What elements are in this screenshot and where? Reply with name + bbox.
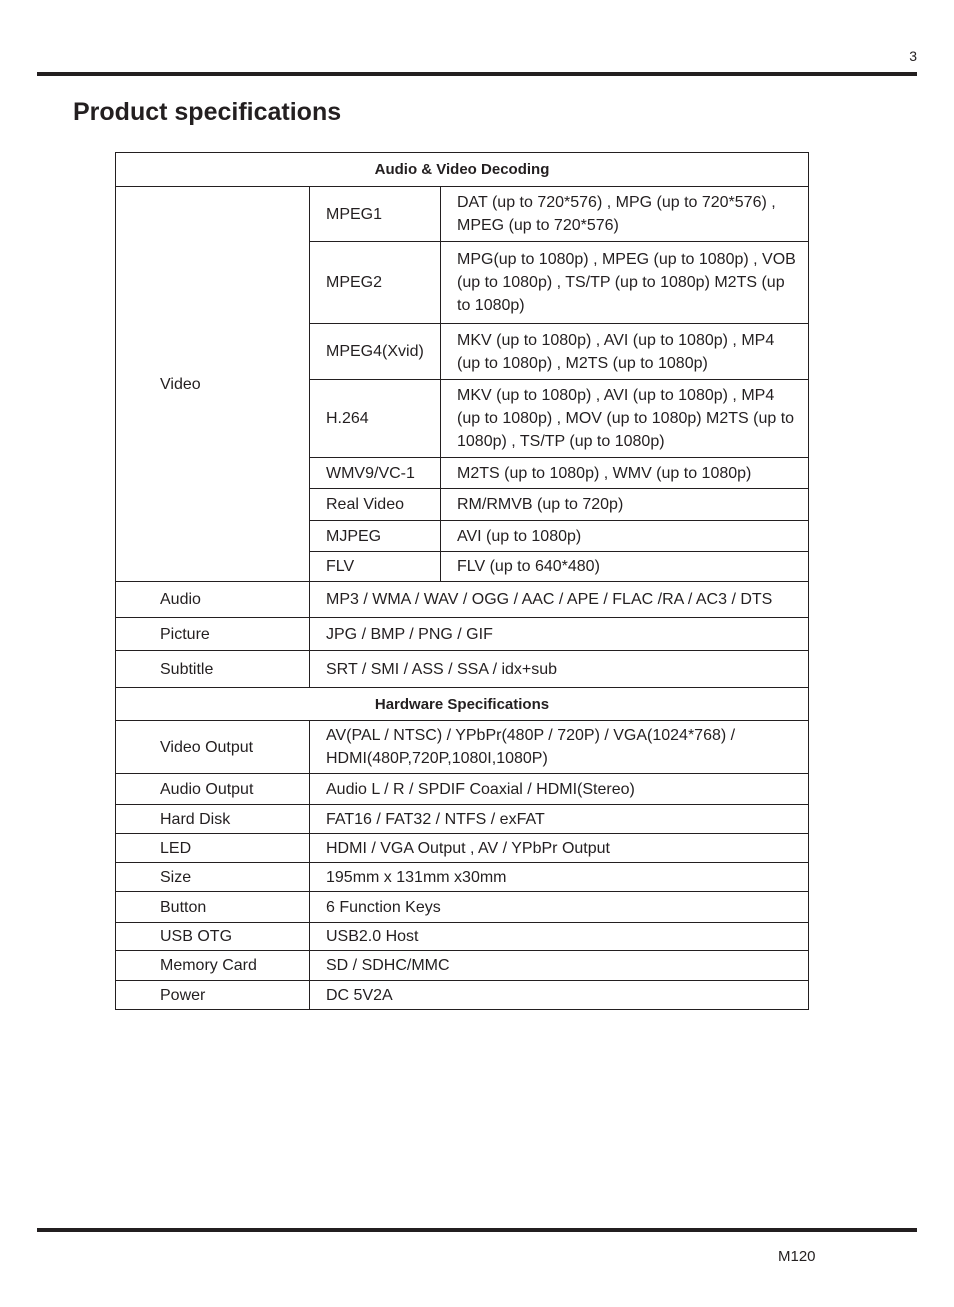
spec-value: 195mm x 131mm x30mm (310, 863, 809, 892)
table-row (116, 981, 809, 1010)
codec-name: MPEG4(Xvid) (310, 324, 441, 380)
spec-label: Audio (116, 582, 310, 618)
codec-formats: M2TS (up to 1080p) , WMV (up to 1080p) (441, 458, 809, 489)
spec-label: USB OTG (116, 923, 310, 951)
spec-label: Video Output (116, 721, 310, 774)
codec-name: MJPEG (310, 521, 441, 552)
spec-value: FAT16 / FAT32 / NTFS / exFAT (310, 805, 809, 834)
table-row (116, 582, 809, 618)
table-row (116, 892, 809, 923)
spec-label: Hard Disk (116, 805, 310, 834)
spec-label-video: Video (116, 187, 310, 582)
section-title-av: Audio & Video Decoding (116, 153, 809, 187)
codec-name: Real Video (310, 489, 441, 521)
spec-value: 6 Function Keys (310, 892, 809, 923)
spec-value: SRT / SMI / ASS / SSA / idx+sub (310, 651, 809, 688)
spec-value: SD / SDHC/MMC (310, 951, 809, 981)
page-number: 3 (909, 48, 917, 64)
spec-label: Subtitle (116, 651, 310, 688)
codec-name: WMV9/VC-1 (310, 458, 441, 489)
section-header-row (116, 153, 809, 187)
page-title: Product specifications (73, 98, 342, 126)
codec-formats: RM/RMVB (up to 720p) (441, 489, 809, 521)
section-title-hardware: Hardware Specifications (116, 688, 809, 721)
section-header-row (116, 688, 809, 721)
codec-formats: MKV (up to 1080p) , AVI (up to 1080p) , MP4 (up to 1080p) , M2TS (up to 1080p) (441, 324, 809, 380)
spec-label: Size (116, 863, 310, 892)
table-row (116, 721, 809, 774)
table-row (116, 618, 809, 651)
codec-formats: AVI (up to 1080p) (441, 521, 809, 552)
spec-label: Picture (116, 618, 310, 651)
spec-value: Audio L / R / SPDIF Coaxial / HDMI(Stereo) (310, 774, 809, 805)
spec-value: AV(PAL / NTSC) / YPbPr(480P / 720P) / VGA(1024*768) / HDMI(480P,720P,1080I,1080P) (310, 721, 809, 774)
footer-rule (37, 1228, 917, 1232)
spec-value: USB2.0 Host (310, 923, 809, 951)
header-rule (37, 72, 917, 76)
spec-label: Button (116, 892, 310, 923)
codec-formats: DAT (up to 720*576) , MPG (up to 720*576) , MPEG (up to 720*576) (441, 187, 809, 242)
spec-value: MP3 / WMA / WAV / OGG / AAC / APE / FLAC /RA / AC3 / DTS (310, 582, 809, 618)
table-row (116, 805, 809, 834)
table-row (116, 834, 809, 863)
table-row (116, 863, 809, 892)
spec-value: JPG / BMP / PNG / GIF (310, 618, 809, 651)
table-row (116, 187, 809, 242)
codec-formats: MKV (up to 1080p) , AVI (up to 1080p) , MP4 (up to 1080p) , MOV (up to 1080p) M2TS (up to 1080p) , TS/TP (up to 1080p) (441, 380, 809, 458)
spec-label: Power (116, 981, 310, 1010)
table-row (116, 651, 809, 688)
codec-formats: MPG(up to 1080p) , MPEG (up to 1080p) , VOB (up to 1080p) , TS/TP (up to 1080p) M2TS (up to 1080p) (441, 242, 809, 324)
codec-formats: FLV (up to 640*480) (441, 552, 809, 582)
spec-label: LED (116, 834, 310, 863)
spec-value: DC 5V2A (310, 981, 809, 1010)
spec-label: Audio Output (116, 774, 310, 805)
spec-label: Memory Card (116, 951, 310, 981)
codec-name: FLV (310, 552, 441, 582)
table-row (116, 923, 809, 951)
table-row (116, 951, 809, 981)
codec-name: MPEG2 (310, 242, 441, 324)
codec-name: H.264 (310, 380, 441, 458)
footer-model: M120 (778, 1248, 816, 1265)
spec-value: HDMI / VGA Output , AV / YPbPr Output (310, 834, 809, 863)
table-row (116, 774, 809, 805)
spec-table (115, 152, 809, 1010)
codec-name: MPEG1 (310, 187, 441, 242)
